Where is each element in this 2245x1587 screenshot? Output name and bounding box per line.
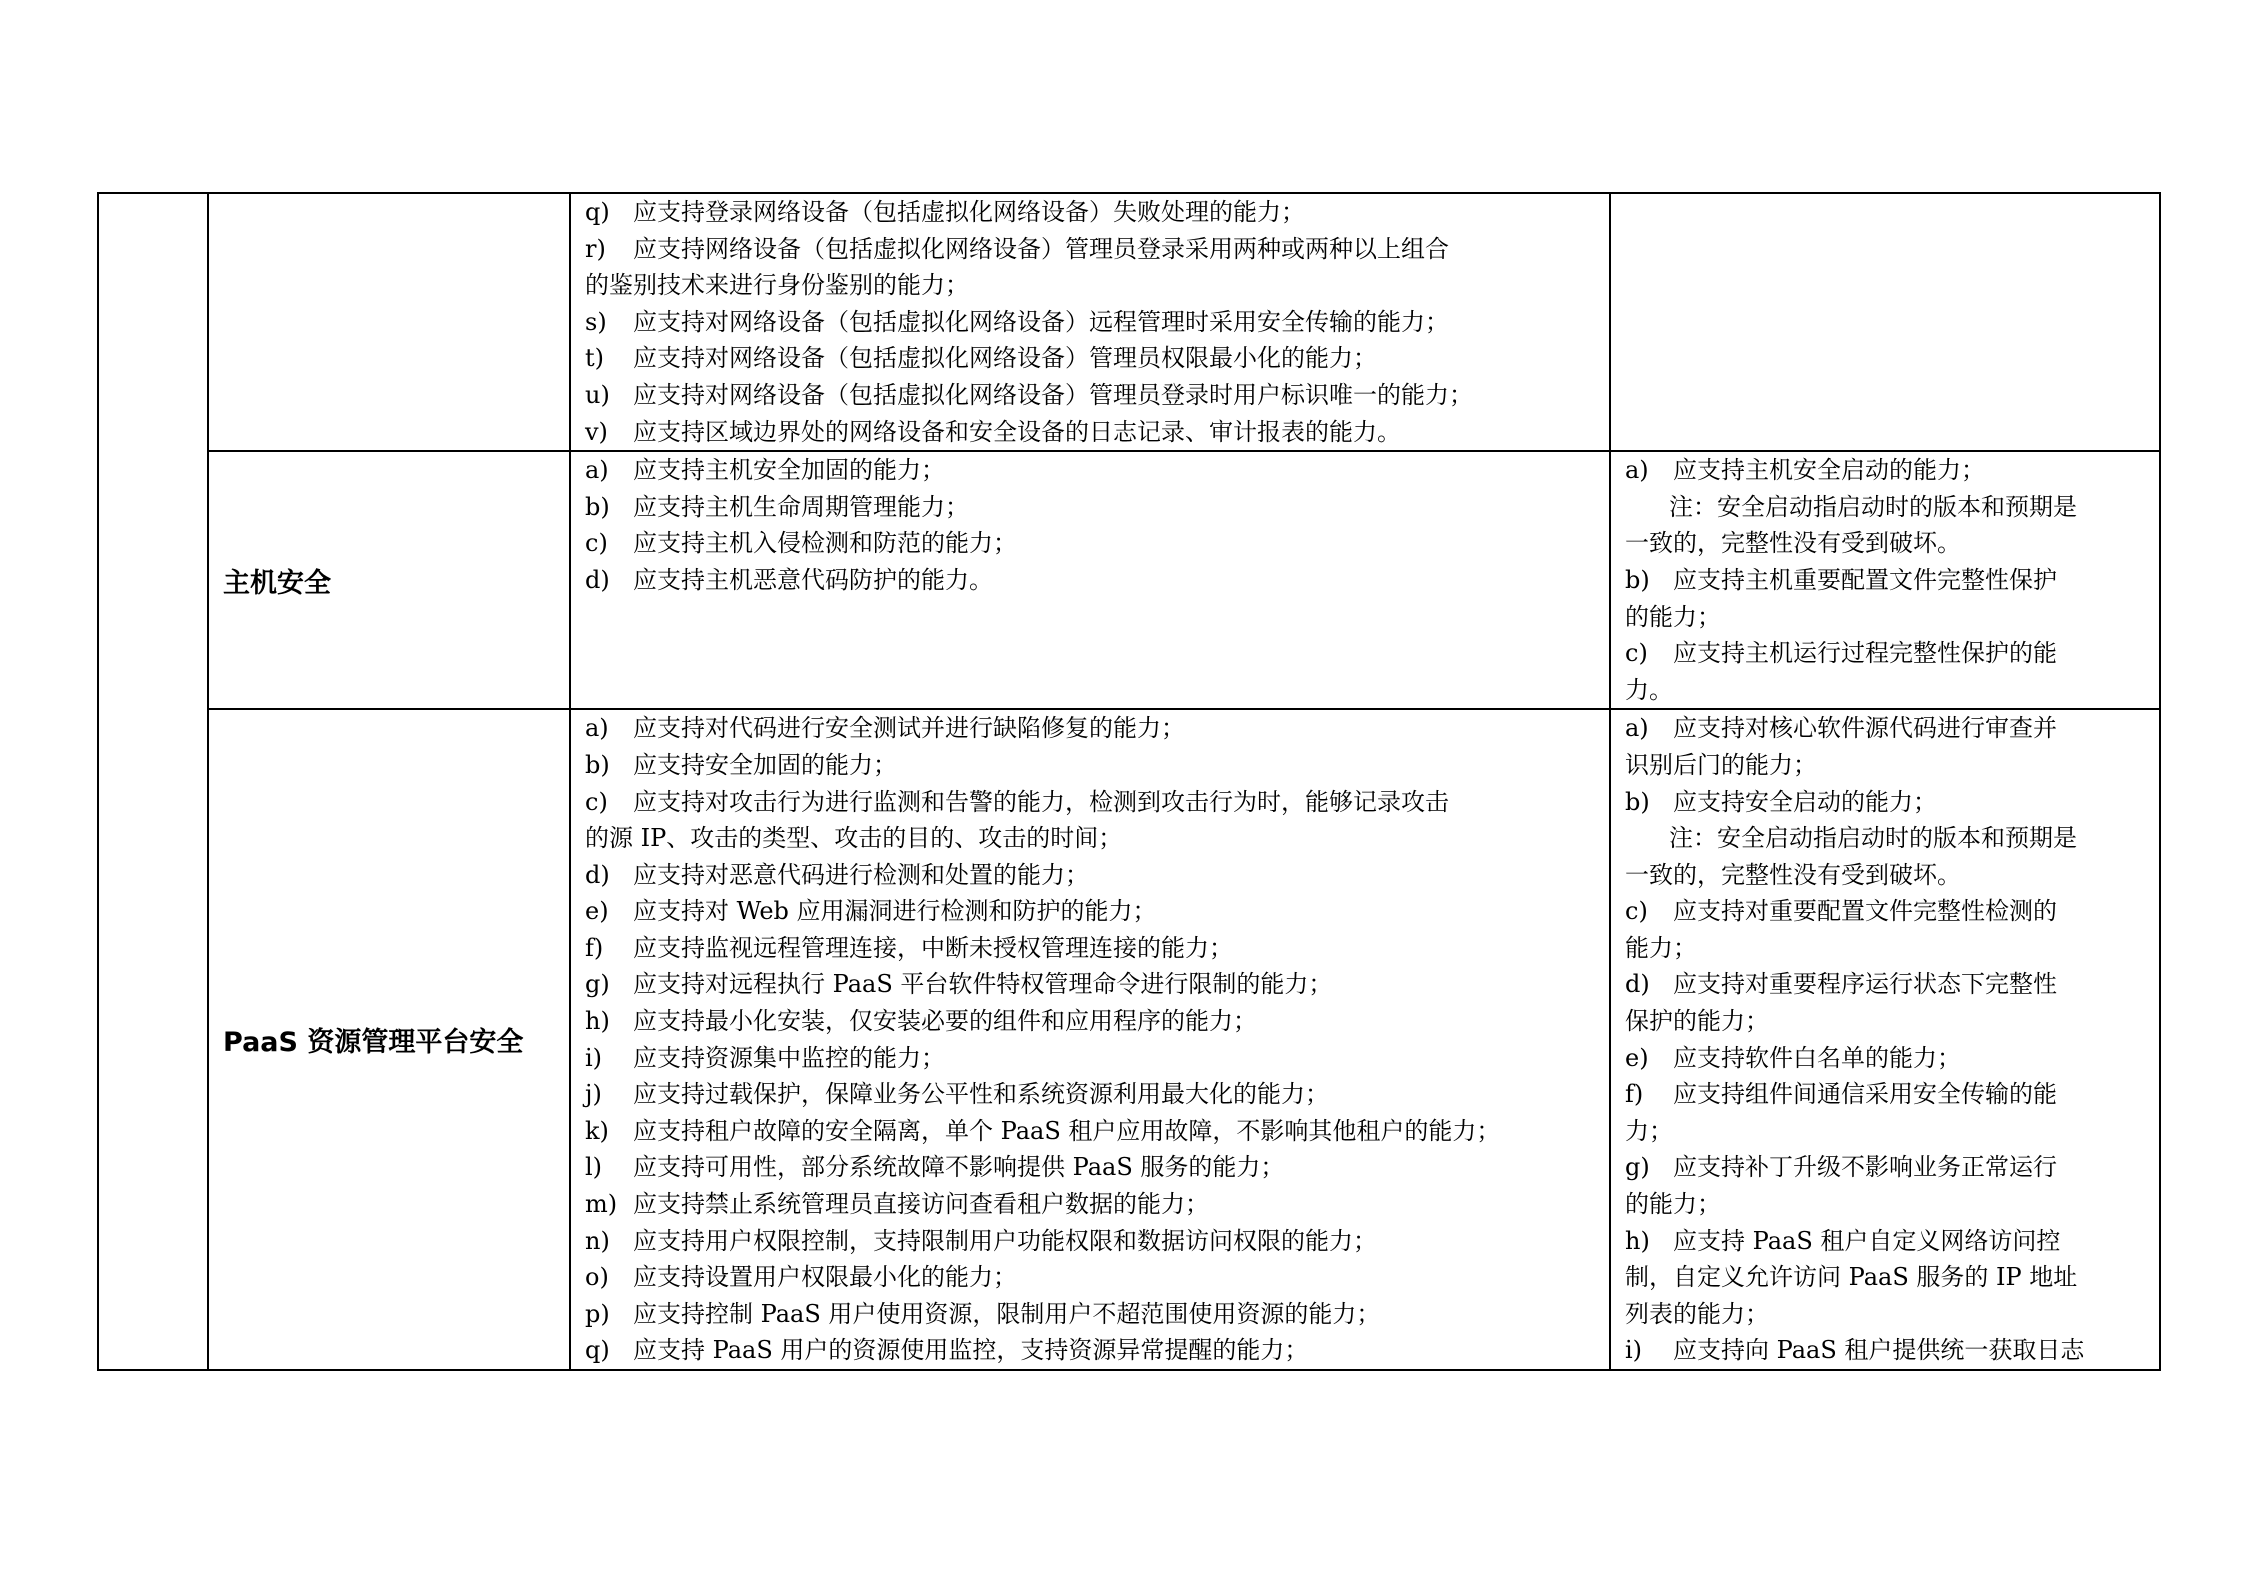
requirement-text: 一致的，完整性没有受到破坏。 bbox=[1625, 860, 1961, 889]
requirement-text: 应支持组件间通信采用安全传输的能 bbox=[1673, 1080, 2057, 1109]
requirement-line bbox=[585, 1040, 1597, 1077]
requirement-line bbox=[585, 231, 1597, 268]
requirement-text: 应支持主机入侵检测和防范的能力； bbox=[633, 529, 1017, 558]
requirement-line bbox=[1625, 599, 2147, 636]
requirement-text: 应支持对 Web 应用漏洞进行检测和防护的能力； bbox=[633, 897, 1157, 926]
requirement-line bbox=[1625, 1040, 2147, 1077]
requirement-text: 应支持区域边界处的网络设备和安全设备的日志记录、审计报表的能力。 bbox=[633, 417, 1401, 446]
item-marker: c) bbox=[585, 529, 608, 558]
item-marker: f) bbox=[585, 933, 604, 962]
requirement-text: 应支持 PaaS 用户的资源使用监控，支持资源异常提醒的能力； bbox=[633, 1336, 1309, 1365]
requirement-line bbox=[585, 710, 1597, 747]
requirement-line bbox=[585, 820, 1597, 857]
item-marker: v) bbox=[585, 417, 608, 446]
requirement-line bbox=[1625, 489, 2147, 526]
item-marker: d) bbox=[1625, 970, 1650, 999]
requirement-line bbox=[1625, 1003, 2147, 1040]
requirement-text: 应支持向 PaaS 租户提供统一获取日志 bbox=[1673, 1336, 2085, 1365]
requirement-text: 应支持对网络设备（包括虚拟化网络设备）管理员登录时用户标识唯一的能力； bbox=[633, 380, 1473, 409]
item-marker: e) bbox=[1625, 1043, 1649, 1072]
requirement-text: 应支持过载保护，保障业务公平性和系统资源利用最大化的能力； bbox=[633, 1080, 1329, 1109]
item-marker: r) bbox=[585, 234, 606, 263]
category-cell bbox=[208, 193, 570, 451]
requirement-line bbox=[585, 489, 1597, 526]
category-cell bbox=[208, 709, 570, 1370]
requirement-line bbox=[1625, 1149, 2147, 1186]
requirement-line bbox=[585, 1332, 1597, 1369]
item-marker: h) bbox=[585, 1007, 610, 1036]
requirement-line bbox=[1625, 857, 2147, 894]
requirement-line bbox=[1625, 562, 2147, 599]
item-marker: f) bbox=[1625, 1080, 1644, 1109]
requirement-line bbox=[585, 1113, 1597, 1150]
requirement-text: 应支持对代码进行安全测试并进行缺陷修复的能力； bbox=[633, 714, 1185, 743]
requirement-line bbox=[1625, 1113, 2147, 1150]
item-marker: b) bbox=[1625, 565, 1650, 594]
requirement-text: 识别后门的能力； bbox=[1625, 750, 1817, 779]
requirement-line bbox=[585, 1076, 1597, 1113]
item-marker: d) bbox=[585, 860, 610, 889]
requirement-line bbox=[585, 1149, 1597, 1186]
item-marker: o) bbox=[585, 1263, 609, 1292]
requirement-line bbox=[585, 1223, 1597, 1260]
requirement-line bbox=[1625, 1259, 2147, 1296]
item-marker: g) bbox=[585, 970, 610, 999]
item-marker: a) bbox=[1625, 456, 1649, 485]
item-marker: a) bbox=[585, 714, 609, 743]
enhanced-requirements-cell bbox=[1610, 193, 2160, 451]
requirement-line bbox=[1625, 1296, 2147, 1333]
requirement-line bbox=[585, 377, 1597, 414]
requirement-text: 应支持软件白名单的能力； bbox=[1673, 1043, 1961, 1072]
requirement-line bbox=[1625, 930, 2147, 967]
requirement-line bbox=[1625, 747, 2147, 784]
requirement-line bbox=[585, 452, 1597, 489]
enhanced-requirements-cell bbox=[1610, 451, 2160, 709]
requirement-line bbox=[585, 1259, 1597, 1296]
requirement-text: 能力； bbox=[1625, 933, 1697, 962]
requirement-text: 应支持用户权限控制，支持限制用户功能权限和数据访问权限的能力； bbox=[633, 1226, 1377, 1255]
requirement-text: 的能力； bbox=[1625, 602, 1721, 631]
item-marker: e) bbox=[585, 897, 609, 926]
requirement-text: 应支持主机安全启动的能力； bbox=[1673, 456, 1985, 485]
requirement-text: 应支持控制 PaaS 用户使用资源，限制用户不超范围使用资源的能力； bbox=[633, 1299, 1381, 1328]
requirement-line bbox=[1625, 1223, 2147, 1260]
basic-requirements-cell bbox=[570, 709, 1610, 1370]
requirement-text: 应支持登录网络设备（包括虚拟化网络设备）失败处理的能力； bbox=[633, 198, 1305, 226]
requirement-text: 应支持设置用户权限最小化的能力； bbox=[633, 1263, 1017, 1292]
requirement-text: 应支持主机重要配置文件完整性保护 bbox=[1673, 565, 2057, 594]
item-marker: j) bbox=[585, 1080, 602, 1109]
category-label: PaaS 资源管理平台安全 bbox=[223, 1027, 524, 1059]
table-row bbox=[98, 193, 2160, 451]
requirement-line bbox=[1625, 452, 2147, 489]
requirements-table bbox=[97, 192, 2161, 1371]
item-marker: a) bbox=[1625, 714, 1649, 743]
requirement-line bbox=[585, 747, 1597, 784]
requirement-text: 应支持安全启动的能力； bbox=[1673, 787, 1937, 816]
spanning-cell bbox=[98, 193, 208, 1370]
requirement-text: 应支持补丁升级不影响业务正常运行 bbox=[1673, 1153, 2057, 1182]
requirement-text: 应支持主机运行过程完整性保护的能 bbox=[1673, 639, 2057, 668]
requirement-line bbox=[585, 267, 1597, 304]
requirement-text: 应支持租户故障的安全隔离，单个 PaaS 租户应用故障，不影响其他租户的能力； bbox=[633, 1116, 1501, 1145]
item-marker: p) bbox=[585, 1299, 610, 1328]
requirement-line bbox=[1625, 966, 2147, 1003]
requirement-line bbox=[1625, 635, 2147, 672]
item-marker: b) bbox=[1625, 787, 1650, 816]
requirement-line bbox=[1625, 672, 2147, 709]
requirement-text: 应支持安全加固的能力； bbox=[633, 750, 897, 779]
item-marker: q) bbox=[585, 198, 610, 226]
item-marker: t) bbox=[585, 344, 605, 373]
category-cell bbox=[208, 451, 570, 709]
requirement-text: 保护的能力； bbox=[1625, 1007, 1769, 1036]
table-row bbox=[98, 709, 2160, 1370]
item-marker: b) bbox=[585, 750, 610, 779]
item-marker: i) bbox=[1625, 1336, 1643, 1365]
item-marker: c) bbox=[1625, 897, 1648, 926]
requirement-line bbox=[585, 562, 1597, 599]
requirement-line bbox=[1625, 1076, 2147, 1113]
requirement-text: 应支持对攻击行为进行监测和告警的能力，检测到攻击行为时，能够记录攻击 bbox=[633, 787, 1449, 816]
requirement-text: 应支持对网络设备（包括虚拟化网络设备）远程管理时采用安全传输的能力； bbox=[633, 307, 1449, 336]
requirement-line bbox=[1625, 525, 2147, 562]
item-marker: m) bbox=[585, 1190, 618, 1219]
requirement-line bbox=[585, 194, 1597, 231]
requirement-line bbox=[585, 893, 1597, 930]
requirement-text: 应支持主机生命周期管理能力； bbox=[633, 492, 969, 521]
item-marker: i) bbox=[585, 1043, 603, 1072]
requirement-text: 应支持对网络设备（包括虚拟化网络设备）管理员权限最小化的能力； bbox=[633, 344, 1377, 373]
item-marker: l) bbox=[585, 1153, 603, 1182]
requirement-text: 应支持对恶意代码进行检测和处置的能力； bbox=[633, 860, 1089, 889]
requirement-line bbox=[1625, 820, 2147, 857]
item-marker: b) bbox=[585, 492, 610, 521]
requirement-line bbox=[585, 414, 1597, 451]
requirement-text: 应支持监视远程管理连接，中断未授权管理连接的能力； bbox=[633, 933, 1233, 962]
requirement-line bbox=[585, 784, 1597, 821]
requirement-line bbox=[585, 1003, 1597, 1040]
requirement-line bbox=[585, 930, 1597, 967]
requirement-line bbox=[585, 1186, 1597, 1223]
requirement-text: 应支持 PaaS 租户自定义网络访问控 bbox=[1673, 1226, 2061, 1255]
requirement-line bbox=[1625, 784, 2147, 821]
item-marker: c) bbox=[1625, 639, 1648, 668]
requirement-text: 应支持禁止系统管理员直接访问查看租户数据的能力； bbox=[633, 1190, 1209, 1219]
requirement-text: 制，自定义允许访问 PaaS 服务的 IP 地址 bbox=[1625, 1263, 2078, 1292]
requirement-text: 的源 IP、攻击的类型、攻击的目的、攻击的时间； bbox=[585, 824, 1123, 853]
requirement-text: 的能力； bbox=[1625, 1190, 1721, 1219]
requirement-text: 的鉴别技术来进行身份鉴别的能力； bbox=[585, 271, 969, 300]
item-marker: a) bbox=[585, 456, 609, 485]
requirement-text: 应支持网络设备（包括虚拟化网络设备）管理员登录采用两种或两种以上组合 bbox=[633, 234, 1449, 263]
basic-requirements-cell bbox=[570, 451, 1610, 709]
requirement-line bbox=[1625, 1186, 2147, 1223]
item-marker: h) bbox=[1625, 1226, 1650, 1255]
item-marker: c) bbox=[585, 787, 608, 816]
requirement-text: 应支持对远程执行 PaaS 平台软件特权管理命令进行限制的能力； bbox=[633, 970, 1333, 999]
requirement-line bbox=[585, 340, 1597, 377]
requirement-line bbox=[585, 304, 1597, 341]
requirement-line bbox=[1625, 710, 2147, 747]
requirement-line bbox=[585, 1296, 1597, 1333]
requirement-text: 应支持对重要程序运行状态下完整性 bbox=[1673, 970, 2057, 999]
note-text: 注：安全启动指启动时的版本和预期是 bbox=[1669, 824, 2077, 853]
requirement-text: 应支持主机恶意代码防护的能力。 bbox=[633, 565, 993, 594]
requirement-text: 应支持对核心软件源代码进行审查并 bbox=[1673, 714, 2057, 743]
requirement-text: 力。 bbox=[1625, 675, 1673, 704]
item-marker: n) bbox=[585, 1226, 610, 1255]
requirement-line bbox=[1625, 893, 2147, 930]
requirement-text: 一致的，完整性没有受到破坏。 bbox=[1625, 529, 1961, 558]
requirement-text: 应支持最小化安装，仅安装必要的组件和应用程序的能力； bbox=[633, 1007, 1257, 1036]
requirement-text: 力； bbox=[1625, 1116, 1673, 1145]
requirement-line bbox=[585, 525, 1597, 562]
item-marker: u) bbox=[585, 380, 610, 409]
category-label: 主机安全 bbox=[223, 567, 331, 599]
note-text: 注：安全启动指启动时的版本和预期是 bbox=[1669, 492, 2077, 521]
item-marker: g) bbox=[1625, 1153, 1650, 1182]
requirement-line bbox=[585, 966, 1597, 1003]
enhanced-requirements-cell bbox=[1610, 709, 2160, 1370]
basic-requirements-cell bbox=[570, 193, 1610, 451]
requirement-text: 应支持对重要配置文件完整性检测的 bbox=[1673, 897, 2057, 926]
item-marker: q) bbox=[585, 1336, 610, 1365]
requirement-text: 列表的能力； bbox=[1625, 1299, 1769, 1328]
requirement-text: 应支持可用性，部分系统故障不影响提供 PaaS 服务的能力； bbox=[633, 1153, 1285, 1182]
table-row bbox=[98, 451, 2160, 709]
item-marker: k) bbox=[585, 1116, 609, 1145]
requirement-line bbox=[1625, 1332, 2147, 1369]
item-marker: s) bbox=[585, 307, 607, 336]
requirement-text: 应支持主机安全加固的能力； bbox=[633, 456, 945, 485]
item-marker: d) bbox=[585, 565, 610, 594]
requirement-line bbox=[585, 857, 1597, 894]
requirement-text: 应支持资源集中监控的能力； bbox=[633, 1043, 945, 1072]
